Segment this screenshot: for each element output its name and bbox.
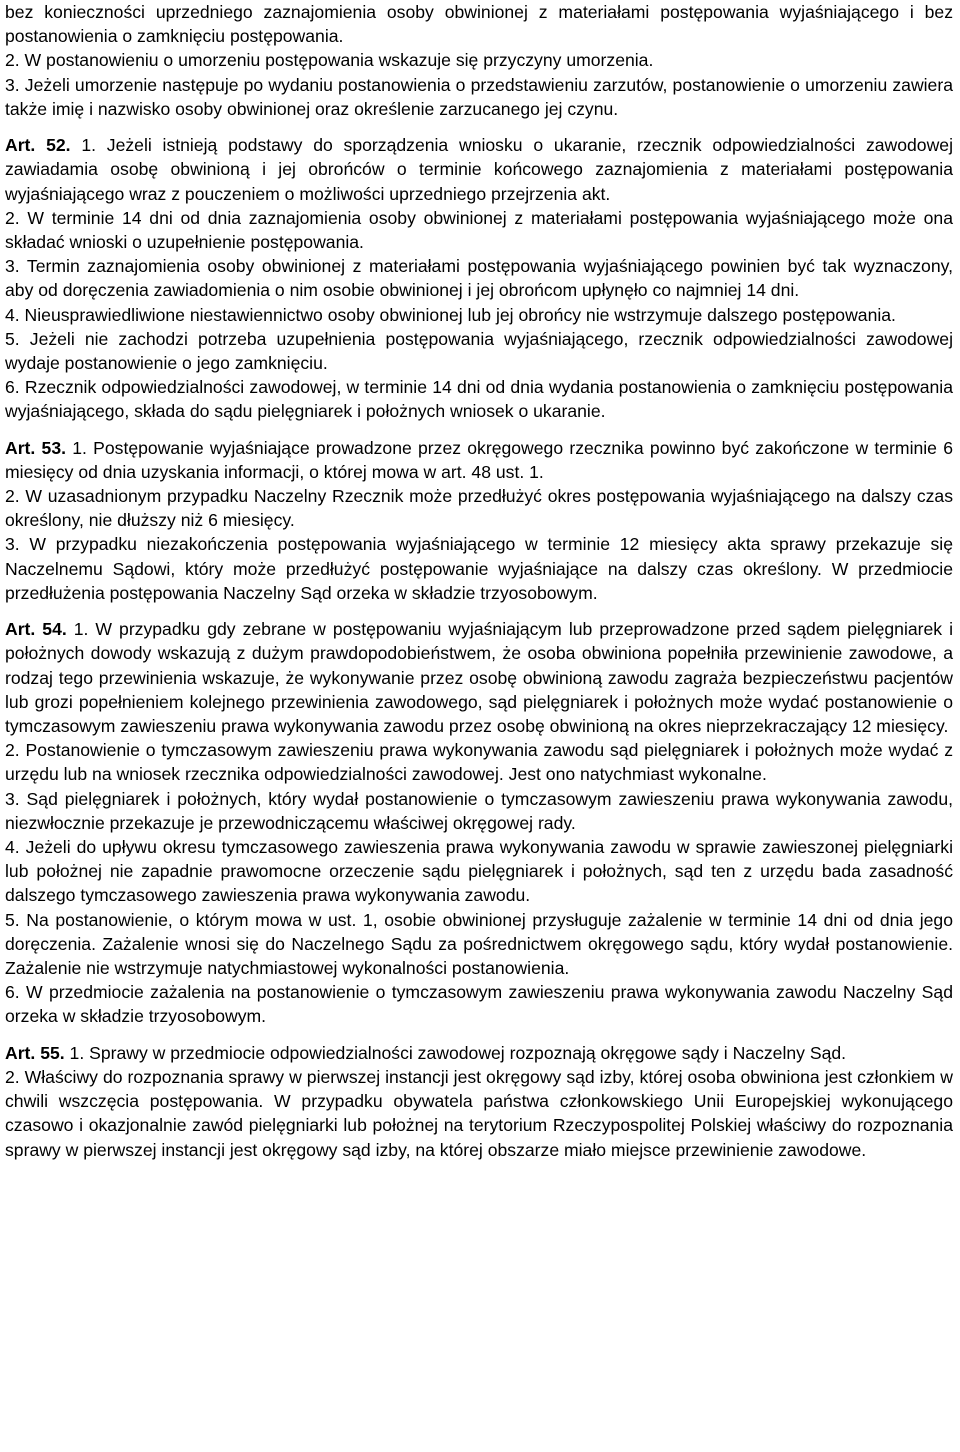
article-54-text: 1. W przypadku gdy zebrane w postępowaniu wyjaśniającym lub przeprowadzone przed sądem pielęgniarek i położnych dowody wskazują z dużym prawdopodobieństwem, że osoba obwiniona popełniła przewinienie zawodowe, a rodzaj tego przewinienia wskazuje, że wykonywanie przez osobę obwinioną zawodu zagraża bezpieczeństwu pacjentów lub grozi popełnieniem kolejnego przewinienia zawodowego, sąd pielęgniarek i położnych może wydać postanowienie o tymczasowym zawieszeniu prawa wykonywania zawodu przez osobę obwinioną na okres nieprzekraczający 12 miesięcy. <box>5 619 953 736</box>
paragraph: 5. Na postanowienie, o którym mowa w ust. 1, osobie obwinionej przysługuje zażalenie w terminie 14 dni od dnia jego doręczenia. Zażalenie wnosi się do Naczelnego Sądu za pośrednictwem okręgowego sądu, który wydał postanowienie. Zażalenie nie wstrzymuje natychmiastowej wykonalności postanowienia. <box>5 909 953 978</box>
paragraph: 4. Nieusprawiedliwione niestawiennictwo osoby obwinionej lub jej obrońcy nie wstrzymuje dalszego postępowania. <box>5 304 896 325</box>
article-52-paragraph <box>5 133 953 206</box>
paragraph: 2. Właściwy do rozpoznania sprawy w pierwszej instancji jest okręgowy sąd izby, której osoba obwiniona jest członkiem w chwili wszczęcia postępowania. W przypadku obywatela państwa członkowskiego Unii Europejskiej wykonującego czasowo i okazjonalnie zawód pielęgniarki lub położnej na terytorium Rzeczypospolitej Polskiej właściwy do rozpoznania sprawy w pierwszej instancji jest okręgowy sąd izby, na której obszarze miało miejsce przewinienie zawodowe. <box>5 1066 953 1160</box>
paragraph: bez konieczności uprzedniego zaznajomienia osoby obwinionej z materiałami postępowania wyjaśniającego i bez postanowienia o zamknięciu postępowania. <box>5 2 953 47</box>
article-55-paragraph <box>5 1041 953 1065</box>
article-53-text: 1. Postępowanie wyjaśniające prowadzone przez okręgowego rzecznika powinno być zakończone w terminie 6 miesięcy od dnia uzyskania informacji, o której mowa w art. 48 ust. 1. <box>5 437 953 482</box>
paragraph: 2. W uzasadnionym przypadku Naczelny Rzecznik może przedłużyć okres postępowania wyjaśniającego na dalszy czas określony, nie dłuższy niż 6 miesięcy. <box>5 486 953 531</box>
paragraph: 2. W postanowieniu o umorzeniu postępowania wskazuje się przyczyny umorzenia. <box>5 50 654 71</box>
paragraph: 3. Sąd pielęgniarek i położnych, który wydał postanowienie o tymczasowym zawieszeniu prawa wykonywania zawodu, niezwłocznie przekazuje je przewodniczącemu właściwej okręgowej rady. <box>5 788 953 833</box>
article-52-text: 1. Jeżeli istnieją podstawy do sporządzenia wniosku o ukaranie, rzecznik odpowiedzialności zawodowej zawiadamia osobę obwinioną i jej obrońców o terminie końcowego zaznajomienia z materiałami postępowania wyjaśniającego wraz z pouczeniem o możliwości uprzedniego przejrzenia akt. <box>5 135 953 204</box>
article-53-paragraph <box>5 436 953 484</box>
paragraph: 3. Jeżeli umorzenie następuje po wydaniu postanowienia o przedstawieniu zarzutów, postanowienie o umorzeniu zawiera także imię i nazwisko osoby obwinionej oraz określenie zarzucanego jej czynu. <box>5 74 953 119</box>
article-54-paragraph <box>5 617 953 738</box>
paragraph: 3. Termin zaznajomienia osoby obwinionej z materiałami postępowania wyjaśniającego powinien być tak wyznaczony, aby od doręczenia zawiadomienia o nim osobie obwinionej i jej obrońcom upłynęło co najmniej 14 dni. <box>5 256 953 301</box>
article-54-heading: Art. 54. <box>5 619 67 640</box>
paragraph: 6. W przedmiocie zażalenia na postanowienie o tymczasowym zawieszeniu prawa wykonywania zawodu Naczelny Sąd orzeka w składzie trzyosobowym. <box>5 982 953 1027</box>
article-53-heading: Art. 53. <box>5 437 66 458</box>
article-55-text: 1. Sprawy w przedmiocie odpowiedzialności zawodowej rozpoznają okręgowe sądy i Naczelny Sąd. <box>64 1042 847 1063</box>
paragraph: 2. W terminie 14 dni od dnia zaznajomienia osoby obwinionej z materiałami postępowania wyjaśniającego może ona składać wnioski o uzupełnienie postępowania. <box>5 207 953 252</box>
paragraph: 5. Jeżeli nie zachodzi potrzeba uzupełnienia postępowania wyjaśniającego, rzecznik odpowiedzialności zawodowej wydaje postanowienie o jego zamknięciu. <box>5 328 953 373</box>
paragraph: 4. Jeżeli do upływu okresu tymczasowego zawieszenia prawa wykonywania zawodu w sprawie zawieszonej pielęgniarki lub położnej nie zapadnie prawomocne orzeczenie sądu pielęgniarek i położnych, sąd ten z urzędu bada zasadność dalszego tymczasowego zawieszenia prawa wykonywania zawodu. <box>5 836 953 906</box>
paragraph: 6. Rzecznik odpowiedzialności zawodowej, w terminie 14 dni od dnia wydania postanowienia o zamknięciu postępowania wyjaśniającego, składa do sądu pielęgniarek i położnych wniosek o ukaranie. <box>5 377 953 422</box>
paragraph: 2. Postanowienie o tymczasowym zawieszeniu prawa wykonywania zawodu sąd pielęgniarek i położnych może wydać z urzędu lub na wniosek rzecznika odpowiedzialności zawodowej. Jest ono natychmiast wykonalne. <box>5 740 953 785</box>
paragraph: 3. W przypadku niezakończenia postępowania wyjaśniającego w terminie 12 miesięcy akta sprawy przekazuje się Naczelnemu Sądowi, który może przedłużyć postępowanie wyjaśniające na dalszy czas określony. W przedmiocie przedłużenia postępowania Naczelny Sąd orzeka w składzie trzyosobowym. <box>5 534 953 603</box>
article-55-heading: Art. 55. <box>5 1042 65 1063</box>
article-52-heading: Art. 52. <box>5 135 71 156</box>
